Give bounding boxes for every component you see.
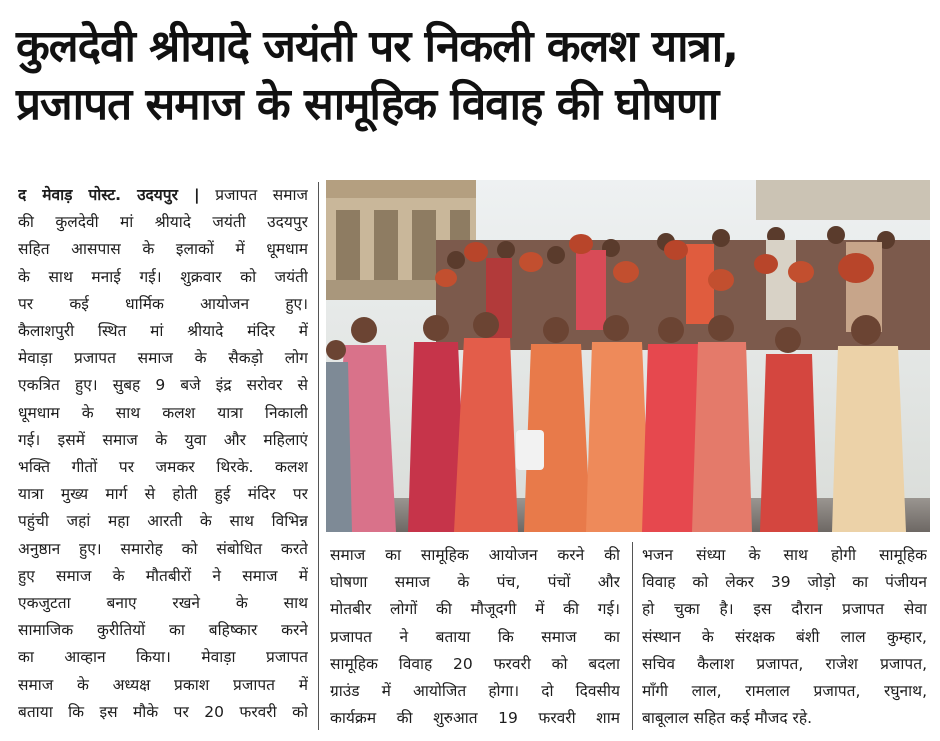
column-1-line: धूमधाम के साथ कलश यात्रा निकाली (18, 403, 308, 422)
column-2-line: ग्राउंड में आयोजित होगा। दो दिवसीय (330, 682, 620, 701)
column-1-line: गई। इसमें समाज के युवा और महिलाएं (18, 430, 308, 449)
column-1-line: हुए समाज के मौतबीरों ने समाज में (18, 566, 308, 585)
article-column-3 (642, 542, 927, 732)
column-2-line: घोषणा समाज के पंच, पंचों और (330, 573, 620, 592)
headline-line-1: कुलदेवी श्रीयादे जयंती पर निकली कलश यात्रा, (16, 21, 738, 72)
column-divider (318, 182, 319, 730)
column-2-line: कार्यक्रम की शुरुआत 19 फरवरी शाम (330, 709, 620, 728)
column-divider (632, 542, 633, 730)
column-1-line: भक्ति गीतों पर जमकर थिरके. कलश (18, 458, 308, 477)
column-1-line: अनुष्ठान हुए। समारोह को संबोधित करते (18, 539, 308, 558)
column-3-line: संस्थान के संरक्षक बंशी लाल कुम्हार, (642, 627, 927, 646)
column-2-line: सामूहिक विवाह 20 फरवरी को बदला (330, 654, 620, 673)
column-3-line: हो चुका है। इस दौरान प्रजापत सेवा (642, 600, 927, 619)
column-2-line: मोतबीर लोगों की मौजूदगी में की गई। (330, 600, 620, 619)
column-1-line-1: द मेवाड़ पोस्ट. उदयपुर | प्रजापत समाज (18, 186, 308, 204)
column-1-line: पर कई धार्मिक आयोजन हुए। (18, 294, 308, 313)
dateline: द मेवाड़ पोस्ट. उदयपुर | (18, 186, 200, 204)
column-1-line: बताया कि इस मौके पर 20 फरवरी को (18, 702, 308, 721)
column-1-line: एकजुटता बनाए रखने के साथ (18, 594, 308, 613)
column-1-line: यात्रा मुख्य मार्ग से होती हुई मंदिर पर (18, 485, 308, 504)
column-1-line: कैलाशपुरी स्थित मां श्रीयादे मंदिर में (18, 322, 308, 341)
column-1-line: सहित आसपास के इलाकों में धूमधाम (18, 240, 308, 259)
column-1-line: एकत्रित हुए। सुबह 9 बजे इंद्र सरोवर से (18, 376, 308, 395)
headline-line-2: प्रजापत समाज के सामूहिक विवाह की घोषणा (16, 79, 719, 130)
column-2-line: प्रजापत ने बताया कि समाज का (330, 627, 620, 646)
column-1-line: की कुलदेवी मां श्रीयादे जयंती उदयपुर (18, 213, 308, 232)
article-column-2 (330, 542, 620, 732)
column-3-line: विवाह को लेकर 39 जोड़ो का पंजीयन (642, 573, 927, 592)
column-3-line: बाबूलाल सहित कई मौजद रहे. (642, 709, 813, 728)
column-1-line: सामाजिक कुरीतियों का बहिष्कार करने (18, 621, 308, 640)
headline (16, 18, 928, 134)
column-3-line: माँगी लाल, रामलाल प्रजापत, रघुनाथ, (642, 682, 927, 701)
column-1-line: के साथ मनाई गई। शुक्रवार को जयंती (18, 267, 308, 286)
procession-photo-illustration (326, 180, 930, 532)
column-3-line: सचिव कैलाश प्रजापत, राजेश प्रजापत, (642, 654, 927, 673)
column-1-line: मेवाड़ा प्रजापत समाज के सैकड़ो लोग (18, 349, 308, 368)
column-1-line: पहुंची जहां महा आरती के साथ विभिन्न (18, 512, 308, 531)
column-1-line: का आव्हान किया। मेवाड़ा प्रजापत (18, 648, 308, 667)
news-photo (326, 180, 930, 532)
column-1-line: समाज के अध्यक्ष प्रकाश प्रजापत में (18, 675, 308, 694)
column-2-line: समाज का सामूहिक आयोजन करने की (330, 546, 620, 564)
column-3-line: भजन संध्या के साथ होगी सामूहिक (642, 546, 927, 564)
article-column-1 (18, 182, 308, 726)
